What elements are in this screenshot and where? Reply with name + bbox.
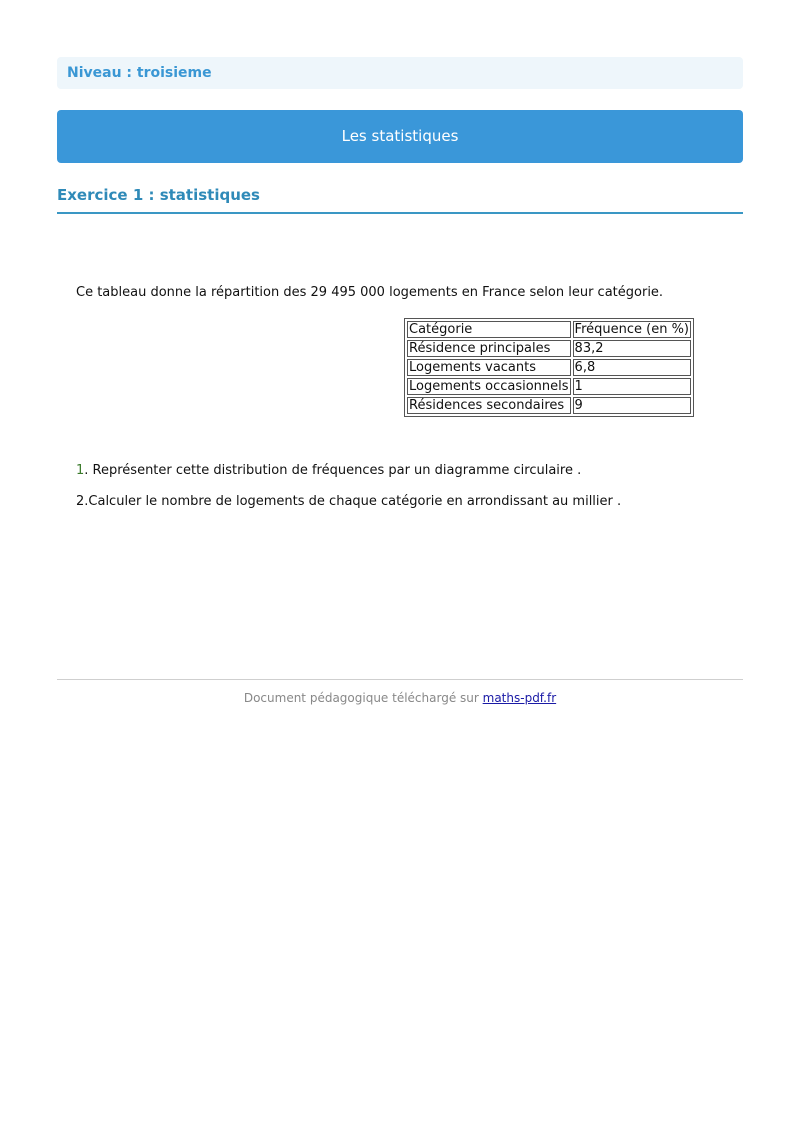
table-row	[407, 359, 691, 376]
table-cell: 6,8	[573, 359, 691, 376]
table-header-cell: Catégorie	[407, 321, 571, 338]
question-2: 2.Calculer le nombre de logements de chaque catégorie en arrondissant au millier .	[76, 494, 622, 509]
question-1-text: . Représenter cette distribution de fréquences par un diagramme circulaire .	[84, 463, 582, 478]
level-badge: Niveau : troisieme	[57, 57, 743, 89]
table-cell: 9	[573, 397, 691, 414]
intro-paragraph: Ce tableau donne la répartition des 29 495 000 logements en France selon leur catégorie.	[76, 285, 664, 300]
footer-link[interactable]: maths-pdf.fr	[482, 691, 557, 705]
table-cell: Logements vacants	[407, 359, 571, 376]
exercise-title: Exercice 1 : statistiques	[57, 186, 743, 214]
table-cell: 1	[573, 378, 691, 395]
table-row	[407, 378, 691, 395]
table-cell: 83,2	[573, 340, 691, 357]
footer-text: Document pédagogique téléchargé sur	[243, 691, 483, 705]
table-row	[407, 340, 691, 357]
table-cell: Logements occasionnels	[409, 379, 569, 394]
frequency-table	[404, 318, 694, 417]
table-row	[407, 397, 691, 414]
footer-divider	[57, 679, 743, 680]
question-1-number: 1	[76, 463, 85, 478]
table-header-row	[407, 321, 691, 338]
chapter-banner: Les statistiques	[57, 110, 743, 163]
table-cell: Résidence principales	[407, 340, 571, 357]
footer	[0, 691, 800, 705]
question-1	[76, 463, 581, 478]
table-header-cell: Fréquence (en %)	[574, 322, 690, 337]
table-cell: Résidences secondaires	[407, 397, 571, 414]
